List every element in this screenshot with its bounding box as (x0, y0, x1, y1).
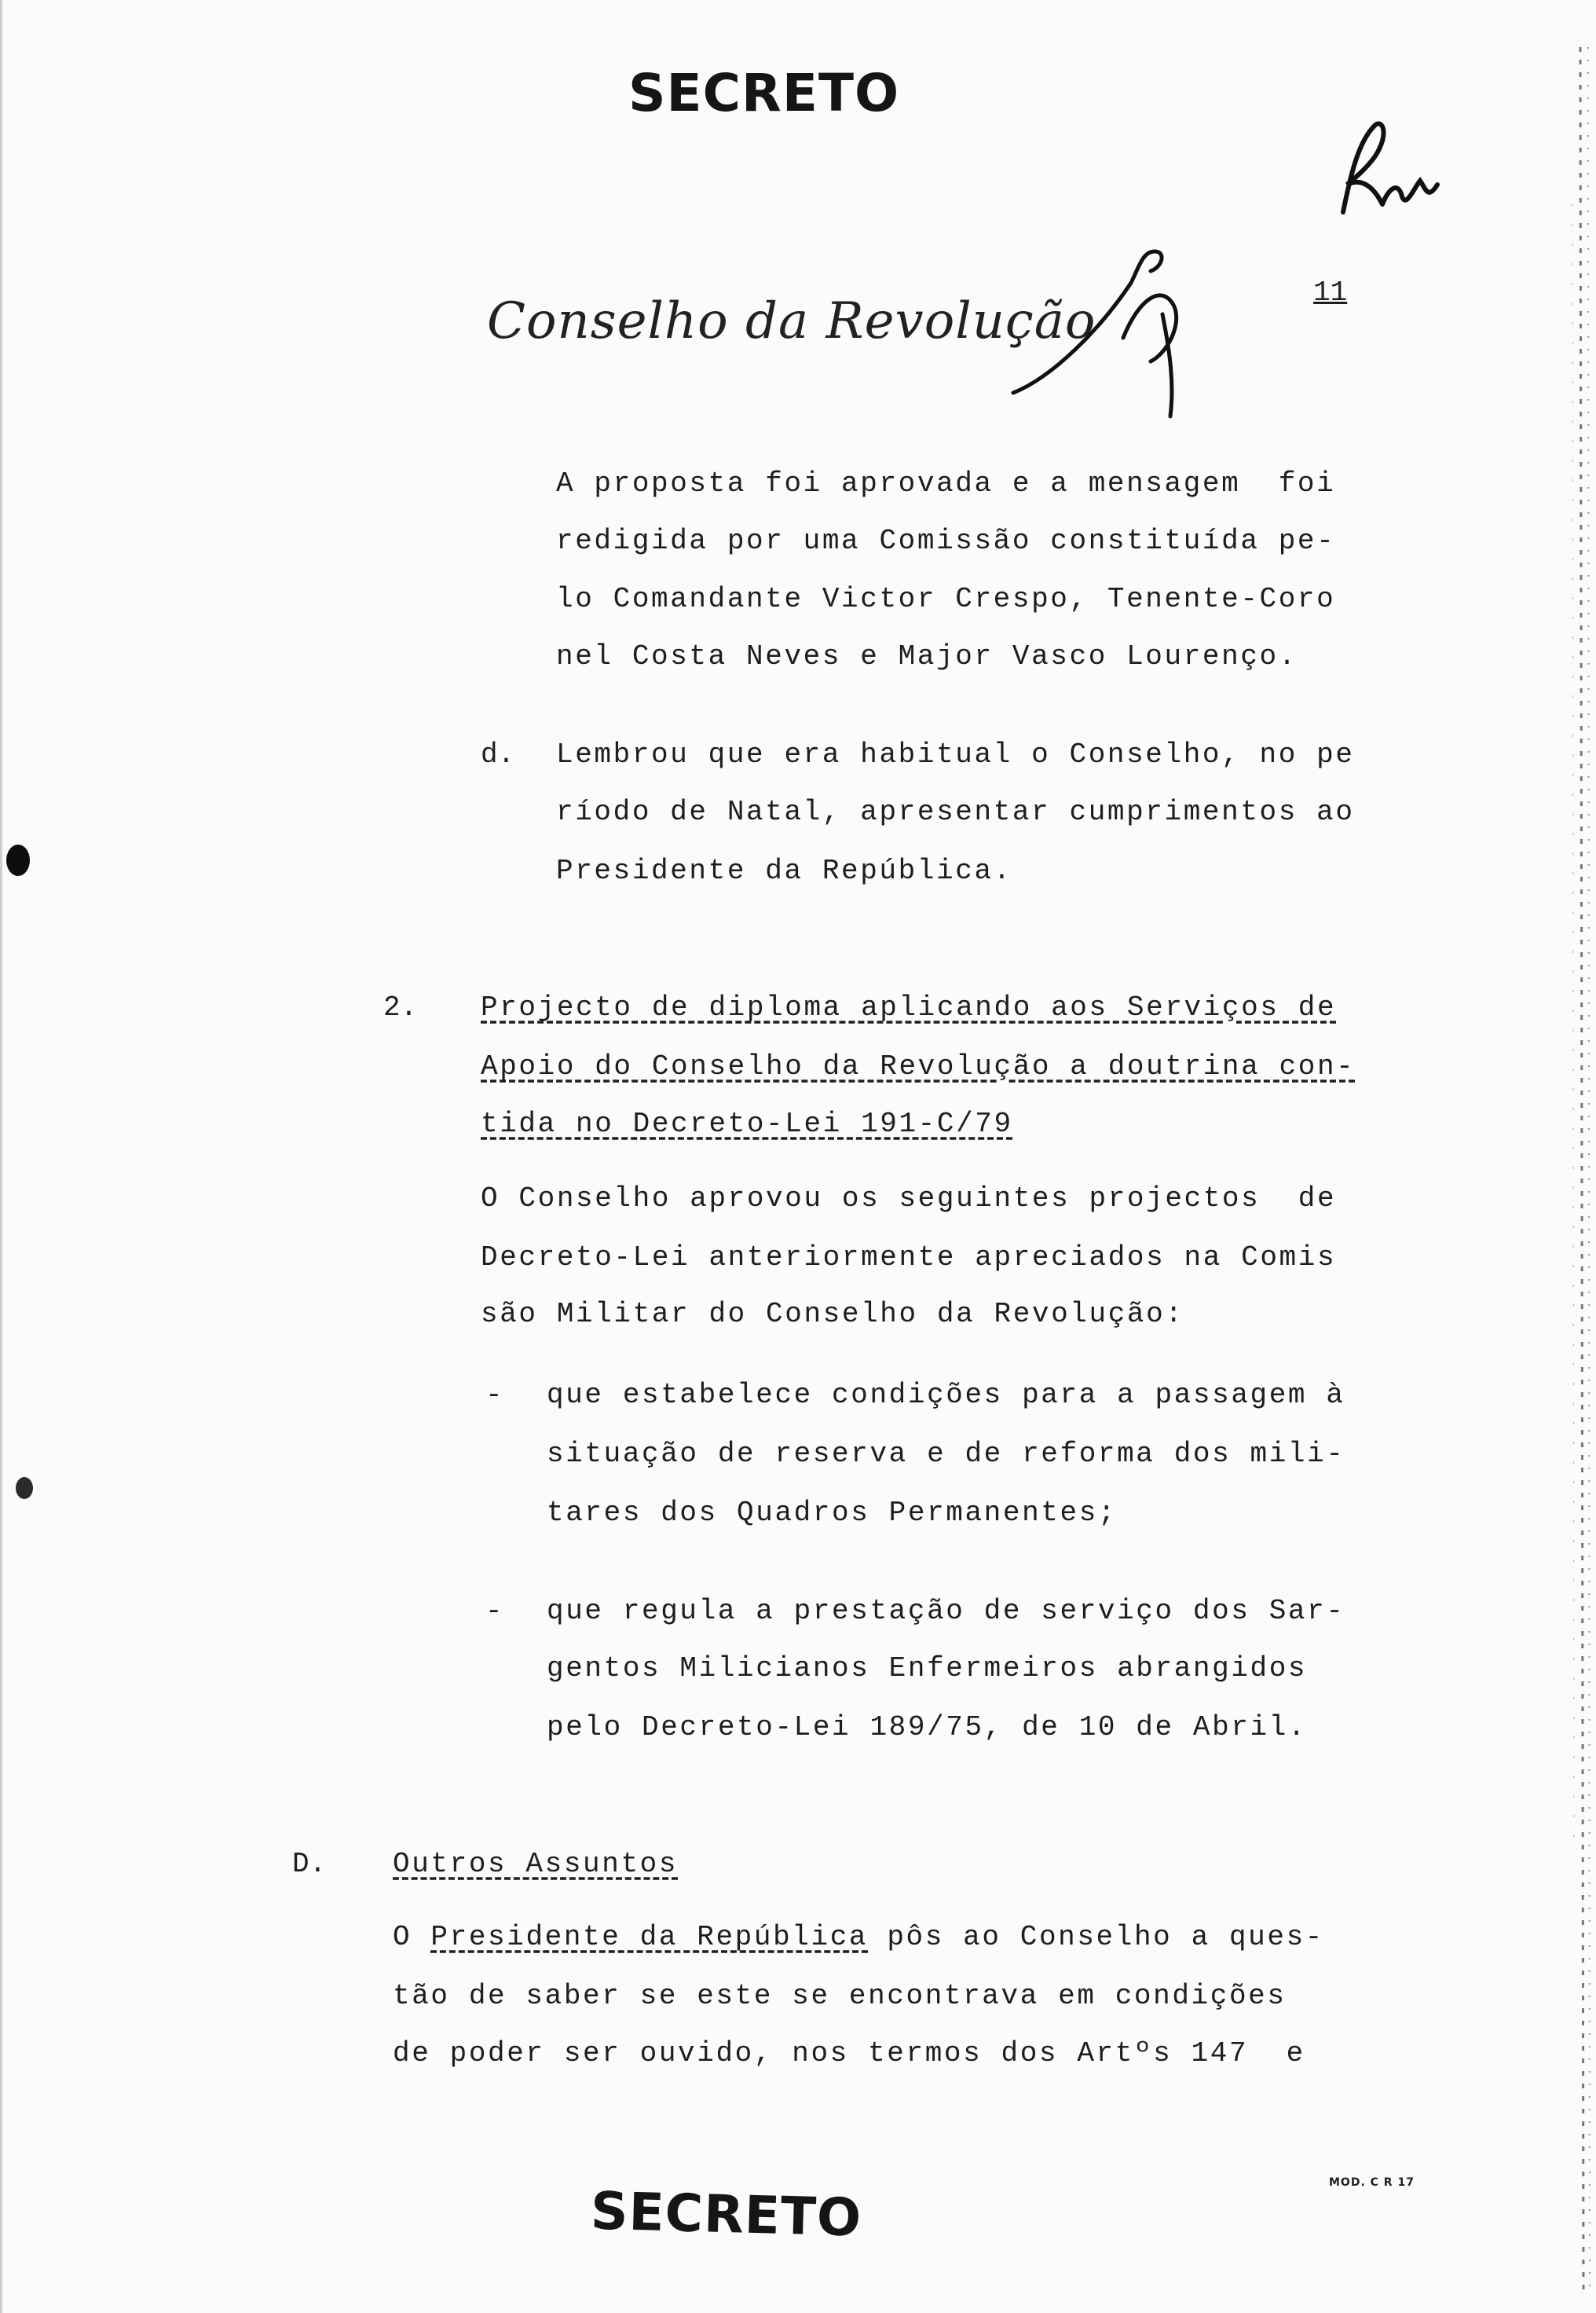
bullet-2-line-3: pelo Decreto-Lei 189/75, de 10 de Abril. (547, 1711, 1308, 1743)
page-number: 11 (1313, 277, 1348, 309)
section-d-line-1-prefix: O (393, 1921, 431, 1953)
form-code: MOD. C R 17 (1329, 2176, 1415, 2189)
item-2-marker: 2. (383, 992, 418, 1024)
section-d-line-2: tão de saber se este se encontrava em condições (393, 1980, 1287, 2012)
section-d-line-1-rest: pôs ao Conselho a ques- (868, 1921, 1324, 1953)
item-2-body-line-2: Decreto-Lei anteriormente apreciados na Comis (481, 1241, 1337, 1274)
bullet-2-marker: - (485, 1595, 503, 1627)
punch-hole-top (6, 845, 30, 876)
handwritten-signature (1005, 236, 1210, 424)
item-d-line-1: Lembrou que era habitual o Conselho, no pe (556, 739, 1355, 771)
item-d-marker: d. (481, 739, 515, 771)
item-d-line-2: ríodo de Natal, apresentar cumprimentos ao (556, 796, 1355, 828)
bullet-2-line-1: que regula a prestação de serviço dos Sar- (547, 1595, 1345, 1627)
item-2-body-line-1: O Conselho aprovou os seguintes projectos de (481, 1182, 1337, 1215)
bullet-1-line-1: que estabelece condições para a passagem à (547, 1379, 1345, 1411)
scan-left-edge (0, 0, 2, 2313)
para-a-line-3: lo Comandante Victor Crespo, Tenente-Coro (556, 583, 1336, 615)
bullet-1-line-3: tares dos Quadros Permanentes; (547, 1497, 1118, 1529)
para-a-line-1: A proposta foi aprovada e a mensagem foi (556, 467, 1336, 500)
section-d-underlined-term: Presidente da República (430, 1921, 869, 1953)
letterhead-script: Conselho da Revolução (487, 292, 1096, 350)
bullet-2-line-2: gentos Milicianos Enfermeiros abrangidos (547, 1652, 1308, 1684)
section-d-title: Outros Assuntos (393, 1848, 679, 1880)
classification-stamp-bottom: SECRETO (590, 2180, 863, 2249)
para-a-line-2: redigida por uma Comissão constituída pe- (556, 525, 1336, 557)
para-a-line-4: nel Costa Neves e Major Vasco Lourenço. (556, 640, 1298, 673)
section-d-marker: D. (292, 1848, 327, 1880)
classification-stamp-top: SECRETO (628, 63, 900, 123)
scan-edge-noise (1549, 47, 1596, 2294)
punch-hole-bottom (16, 1477, 33, 1499)
bullet-1-marker: - (485, 1379, 503, 1411)
section-d-line-1 (393, 1921, 1324, 1953)
bullet-1-line-2: situação de reserva e de reforma dos mili- (547, 1438, 1345, 1470)
section-d-line-3: de poder ser ouvido, nos termos dos Artºs 147 e (393, 2037, 1305, 2069)
item-2-title-line-3: tida no Decreto-Lei 191-C/79 (481, 1108, 1013, 1140)
handwritten-initials (1327, 110, 1445, 236)
item-2-body-line-3: são Militar do Conselho da Revolução: (481, 1298, 1184, 1330)
item-2-title-line-2: Apoio do Conselho da Revolução a doutrina con- (481, 1050, 1356, 1083)
item-2-title-line-1: Projecto de diploma aplicando aos Serviços de (481, 992, 1337, 1024)
item-d-line-3: Presidente da República. (556, 855, 1012, 887)
